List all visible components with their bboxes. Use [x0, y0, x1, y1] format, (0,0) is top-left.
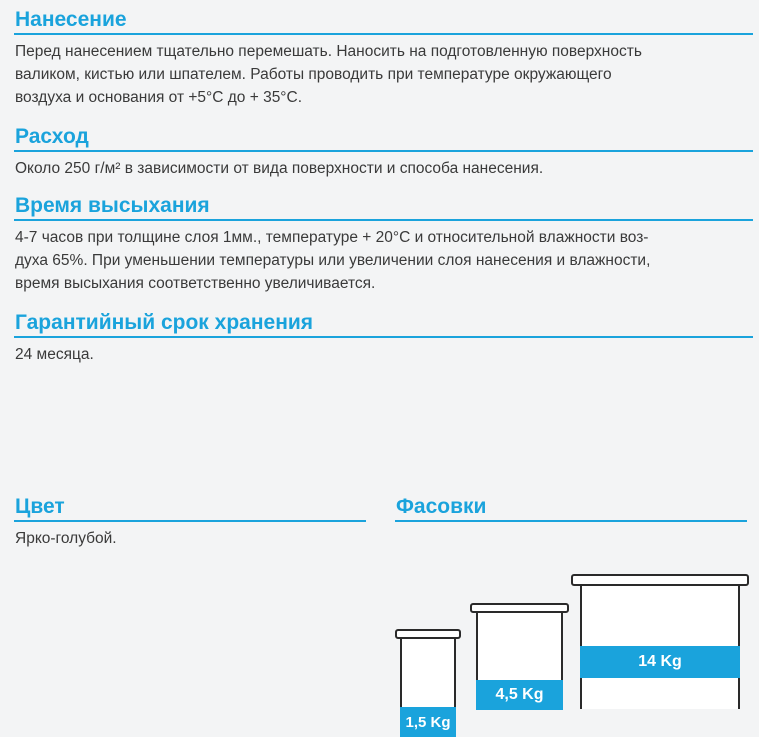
text-line: духа 65%. При уменьшении температуры или увеличении слоя нанесения и влажности, [15, 252, 651, 269]
package-label: 14 Kg [580, 646, 740, 678]
section-title-consumption: Расход [14, 125, 753, 152]
text-line: время высыхания соответственно увеличивается. [15, 275, 376, 292]
section-text-drying [14, 226, 753, 295]
text-line: Около 250 г/м² в зависимости от вида поверхности и способа нанесения. [15, 160, 544, 177]
section-title-color: Цвет [14, 495, 366, 522]
bucket-large-icon [571, 574, 749, 709]
bucket-medium-icon [470, 603, 569, 709]
section-application [14, 8, 753, 109]
text-line: Перед нанесением тщательно перемешать. Наносить на подготовленную поверхность [15, 43, 642, 60]
section-shelf-life [14, 311, 753, 366]
section-text-application [14, 40, 753, 109]
section-title-shelf-life: Гарантийный срок хранения [14, 311, 753, 338]
section-title-application: Нанесение [14, 8, 753, 35]
section-drying [14, 194, 753, 295]
package-label: 4,5 Kg [476, 680, 563, 710]
section-color [14, 495, 366, 550]
section-packaging [395, 495, 747, 522]
section-title-packaging: Фасовки [395, 495, 747, 522]
section-text-consumption [14, 157, 753, 180]
text-line: валиком, кистью или шпателем. Работы проводить при температуре окружающего [15, 66, 612, 83]
text-line: воздуха и основания от +5°С до + 35°С. [15, 89, 303, 106]
section-text-color [14, 527, 366, 550]
package-label: 1,5 Kg [400, 707, 456, 737]
bucket-small-icon [395, 629, 461, 731]
section-title-drying: Время высыхания [14, 194, 753, 221]
section-text-shelf-life [14, 343, 753, 366]
packaging-icons [395, 570, 755, 731]
section-consumption [14, 125, 753, 180]
text-line: 4-7 часов при толщине слоя 1мм., температуре + 20°С и относительной влажности воз- [15, 229, 649, 246]
text-line: Ярко-голубой. [15, 530, 117, 547]
text-line: 24 месяца. [15, 346, 94, 363]
